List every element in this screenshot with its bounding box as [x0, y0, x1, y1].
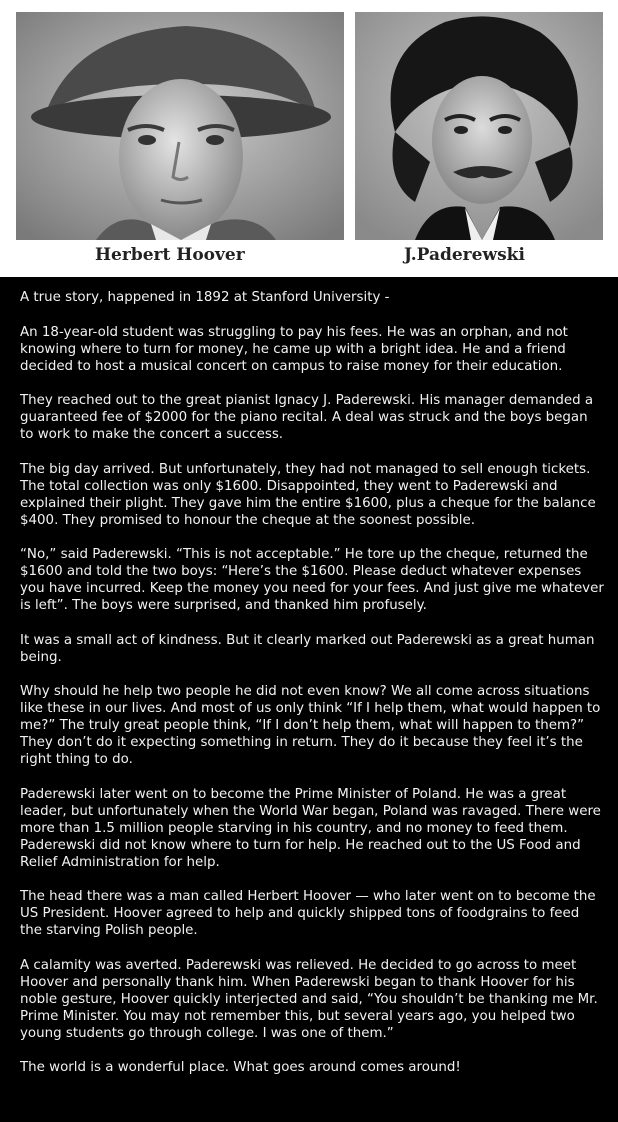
story-paragraph: The big day arrived. But unfortunately, they had not managed to sell enough tickets. The total collection was only $1600. Disappointed, they went to Paderewski and explained their plight. They gave him the entire $1600, plus a cheque for the balance $400. They promised to honour the cheque at the soonest possible. — [20, 461, 596, 528]
story-text — [20, 289, 605, 1094]
story-paragraph: A true story, happened in 1892 at Stanford University - — [20, 290, 390, 305]
story-paragraph: The head there was a man called Herbert Hoover — who later went on to become the US President. Hoover agreed to help and quickly shipped tons of foodgrains to feed the starving Polish people. — [20, 889, 596, 938]
story-paragraph: Paderewski later went on to become the Prime Minister of Poland. He was a great leader, but unfortunately when the World War began, Poland was ravaged. There were more than 1.5 million people starving in his country, and no money to feed them. Paderewski did not know where to turn for help. He reached out to the US Food and Relief Administration for help. — [20, 786, 601, 870]
story-paragraph: They reached out to the great pianist Ignacy J. Paderewski. His manager demanded a guaranteed fee of $2000 for the piano recital. A deal was struck and the boys began to work to make the concert a success. — [20, 393, 594, 442]
story-paragraph: A calamity was averted. Paderewski was relieved. He decided to go across to meet Hoover and personally thank him. When Paderewski began to thank Hoover for his noble gesture, Hoover quickly interjected and said, “You shouldn’t be thanking me Mr. Prime Minister. You may not remember this, but several years ago, you helped two young students go through college. I was one of them.” — [20, 957, 598, 1041]
story-paragraph: Why should he help two people he did not even know? We all come across situations like these in our lives. And most of us only think “If I help them, what would happen to me?” The truly great people think, “If I don’t help them, what will happen to them?” They don’t do it expecting something in return. They do it because they feel it’s the right thing to do. — [20, 684, 601, 767]
herbert-hoover-portrait — [16, 12, 344, 240]
story-paragraph: The world is a wonderful place. What goes around comes around! — [20, 1060, 461, 1075]
story-paragraph: It was a small act of kindness. But it clearly marked out Paderewski as a great human being. — [20, 632, 595, 665]
paderewski-caption: J.Paderewski — [404, 245, 525, 265]
story-paragraph: “No,” said Paderewski. “This is not acceptable.” He tore up the cheque, returned the $1600 and told the two boys: “Here’s the $1600. Please deduct whatever expenses you have incurred. Keep the money you need for your fees. And just give me whatever is left”. The boys were surprised, and thanked him profusely. — [20, 547, 604, 613]
herbert-hoover-caption: Herbert Hoover — [95, 245, 245, 265]
paderewski-portrait — [355, 12, 603, 240]
photo-strip — [0, 0, 618, 277]
story-paragraph: An 18-year-old student was struggling to pay his fees. He was an orphan, and not knowing where to turn for money, he came up with a bright idea. He and a friend decided to host a musical concert on campus to raise money for their education. — [20, 324, 568, 374]
